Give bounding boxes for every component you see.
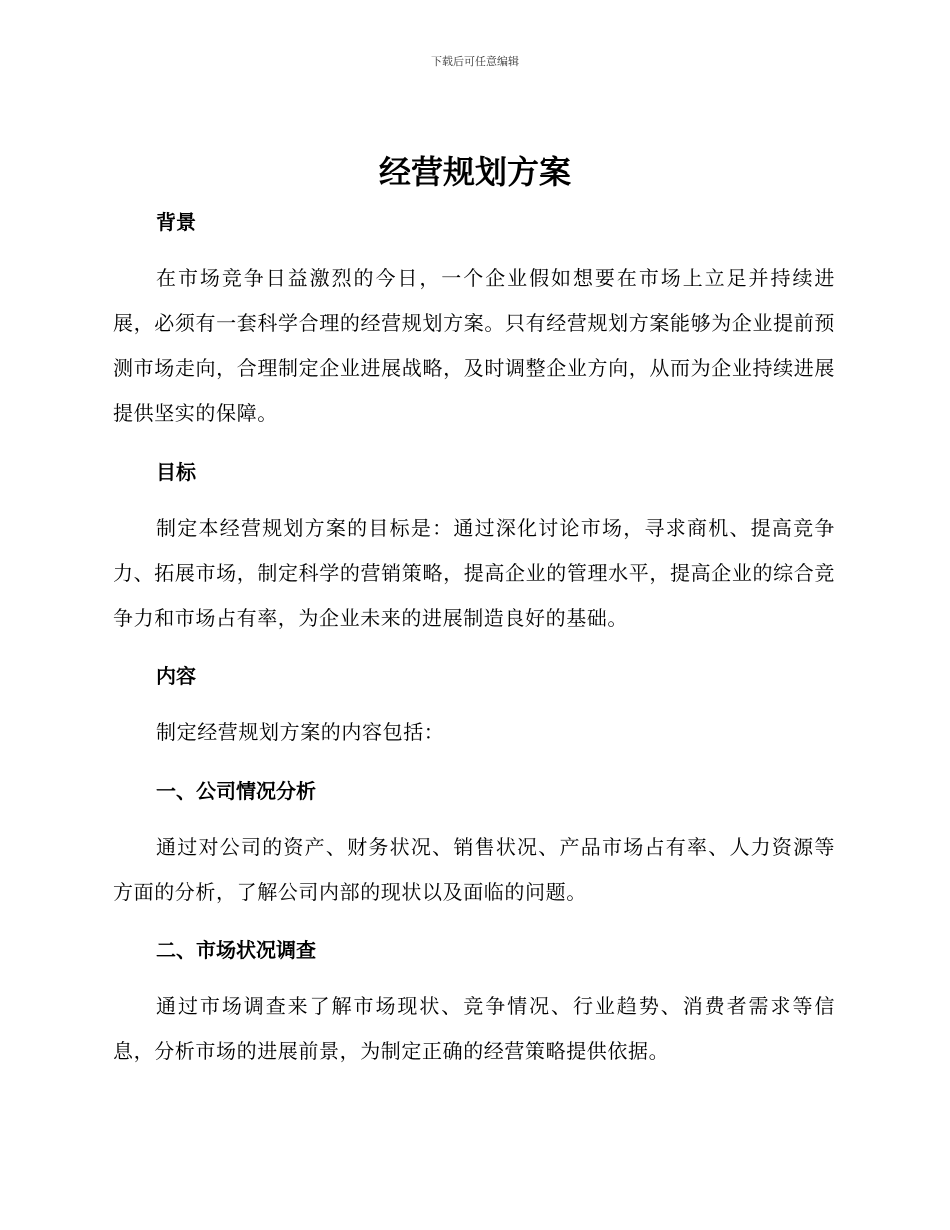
section-paragraph-background: 在市场竞争日益激烈的今日，一个企业假如想要在市场上立足并持续进展，必须有一套科学合理的经营规划方案。只有经营规划方案能够为企业提前预测市场走向，合理制定企业进展战略，及时调整企业方向，从而为企业持续进展提供坚实的保障。 [113,266,835,425]
page-header-note: 下载后可任意编辑 [431,55,519,68]
section-paragraph-company-analysis: 通过对公司的资产、财务状况、销售状况、产品市场占有率、人力资源等方面的分析，了解公司内部的现状以及面临的问题。 [113,835,835,904]
section-paragraph-content: 制定经营规划方案的内容包括： [156,720,445,744]
section-heading-market-survey: 二、市场状况调查 [156,938,316,962]
section-heading-background: 背景 [156,210,196,234]
document-title: 经营规划方案 [378,153,571,191]
section-heading-company-analysis: 一、公司情况分析 [156,779,316,803]
section-paragraph-goal: 制定本经营规划方案的目标是：通过深化讨论市场，寻求商机、提高竞争力、拓展市场，制定科学的营销策略，提高企业的管理水平，提高企业的综合竞争力和市场占有率，为企业未来的进展制造良好的基础。 [113,516,835,630]
section-heading-goal: 目标 [156,460,196,484]
section-heading-content: 内容 [156,664,196,688]
section-paragraph-market-survey: 通过市场调查来了解市场现状、竞争情况、行业趋势、消费者需求等信息，分析市场的进展前景，为制定正确的经营策略提供依据。 [113,994,835,1063]
